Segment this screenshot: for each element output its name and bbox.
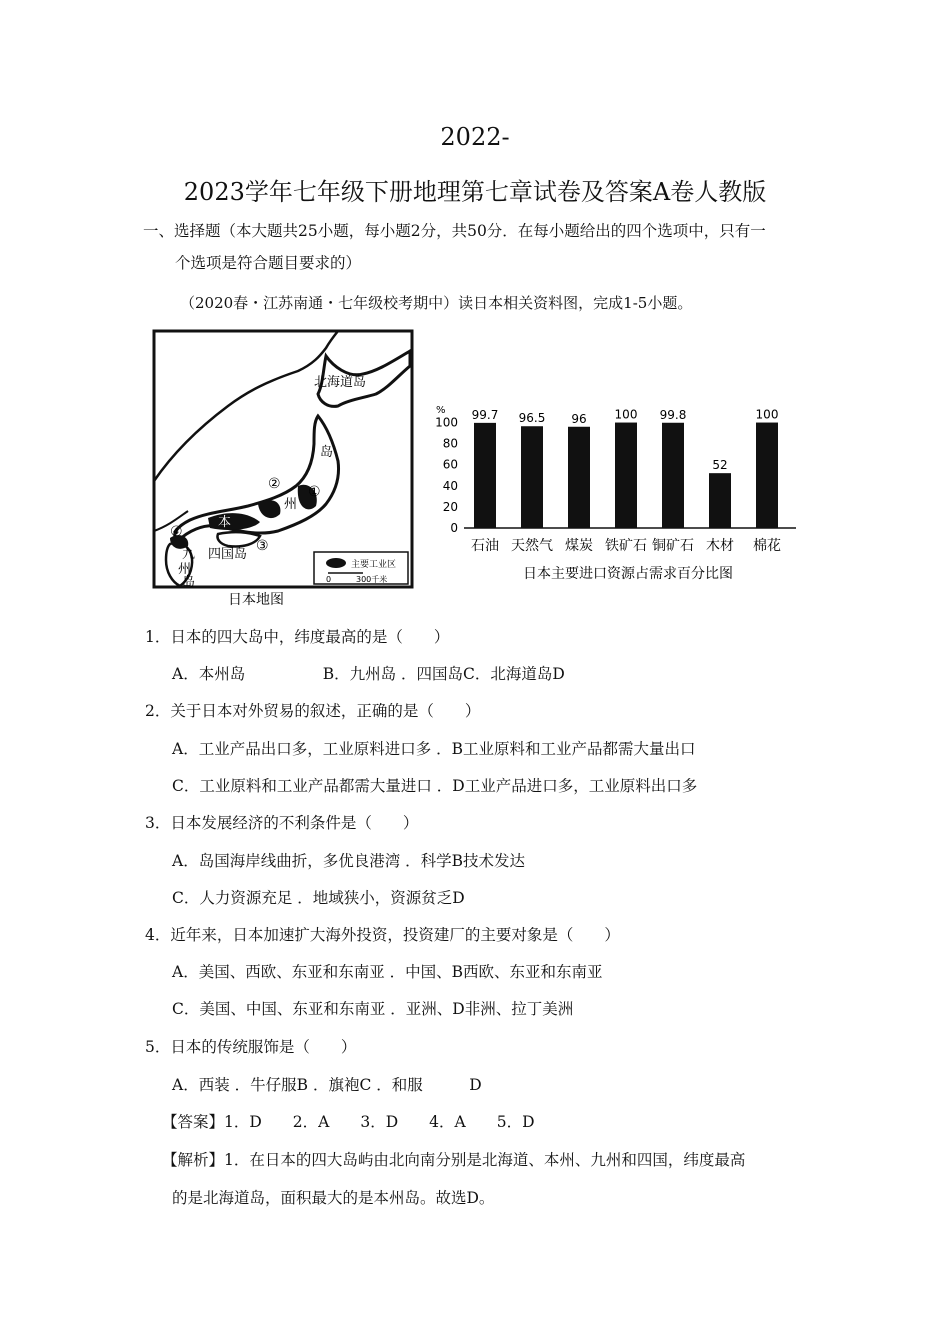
label-honshu-2: 州: [284, 497, 298, 512]
marker-1: ①: [308, 484, 321, 500]
y-tick-label: 20: [442, 499, 458, 514]
label-shikoku: 四国岛: [208, 547, 248, 562]
bar-value-label: 100: [614, 407, 638, 422]
label-honshu-3: 岛: [320, 445, 334, 460]
question-5-options: A．西装 ．牛仔服B ．旗袍C ．和服 D: [172, 1076, 482, 1094]
y-tick-label: 40: [442, 478, 458, 493]
answer-label: 【答案】: [162, 1113, 225, 1131]
question-1-options: A．本州岛 B．九州岛 ．四国岛C．北海道岛D: [172, 665, 565, 683]
chart-title: 日本主要进口资源占需求百分比图: [523, 566, 733, 582]
x-tick-label: 木材: [706, 538, 734, 554]
label-hokkaido: 北海道岛: [314, 375, 367, 390]
bar-value-label: 100: [755, 407, 779, 422]
bar-value-label: 99.7: [471, 407, 499, 422]
section-heading: [143, 215, 833, 279]
chart-ylabel: %: [436, 405, 446, 416]
x-tick-label: 铜矿石: [652, 538, 694, 554]
bar-4: [662, 423, 684, 528]
page-title-line1: 2022-: [440, 123, 510, 151]
source-note: （2020春・江苏南通・七年级校考期中）读日本相关资料图，完成1-5小题。: [180, 294, 693, 312]
x-tick-label: 煤炭: [565, 538, 593, 554]
x-tick-label: 棉花: [753, 538, 781, 554]
x-tick-label: 石油: [471, 538, 499, 554]
question-4-option-cd: C．美国、中国、东亚和东南亚 ．亚洲、D非洲、拉丁美洲: [172, 1000, 574, 1018]
question-3: 3．日本发展经济的不利条件是（ ）: [145, 814, 419, 832]
answer-text: 1．D 2．A 3．D 4．A 5．D: [224, 1113, 535, 1131]
label-kyushu-2: 州: [178, 562, 192, 577]
y-tick-label: 0: [450, 521, 458, 535]
bar-value-label: 52: [712, 458, 728, 473]
bar-2: [568, 427, 590, 528]
question-3-option-ab: A．岛国海岸线曲折，多优良港湾 ．科学B技术发达: [172, 852, 526, 870]
bar-0: [474, 423, 496, 528]
y-tick-label: 100: [435, 415, 458, 430]
label-ben: 本: [218, 515, 232, 530]
bar-1: [521, 426, 543, 528]
marker-3: ③: [256, 538, 269, 554]
marker-4: ④: [170, 524, 183, 540]
marker-2: ②: [268, 476, 281, 492]
scale-dist: 300千米: [356, 575, 388, 584]
import-bar-chart: [428, 400, 800, 590]
analysis-text-1: 1．在日本的四大岛屿由北向南分别是北海道、本州、九州和四国，纬度最高: [224, 1151, 746, 1169]
question-5: 5．日本的传统服饰是（ ）: [145, 1038, 357, 1056]
bar-6: [756, 423, 778, 528]
question-1: 1．日本的四大岛中，纬度最高的是（ ）: [145, 628, 450, 646]
x-tick-label: 铁矿石: [605, 538, 647, 554]
answer-line: [162, 1110, 535, 1132]
label-kyushu-3: 岛: [182, 575, 196, 590]
question-2-option-ab: A．工业产品出口多，工业原料进口多 ．B工业原料和工业产品都需大量出口: [172, 740, 696, 758]
japan-map: [148, 326, 420, 610]
question-4-option-ab: A．美国、西欧、东亚和东南亚 ．中国、B西欧、东亚和东南亚: [172, 963, 603, 981]
x-tick-label: 天然气: [511, 538, 553, 554]
bar-3: [615, 423, 637, 528]
question-3-option-cd: C．人力资源充足 ．地域狭小，资源贫乏D: [172, 889, 465, 907]
question-4: 4．近年来，日本加速扩大海外投资，投资建厂的主要对象是（ ）: [145, 926, 620, 944]
section-heading-text: 一、选择题（本大题共25小题，每小题2分，共50分．在每小题给出的四个选项中，只有一: [143, 222, 766, 240]
bar-value-label: 99.8: [659, 407, 687, 422]
map-caption: 日本地图: [228, 592, 284, 608]
page-title-line2: 2023学年七年级下册地理第七章试卷及答案A卷人教版: [183, 178, 767, 206]
legend-label: 主要工业区: [351, 560, 397, 570]
bar-value-label: 96: [571, 411, 587, 426]
y-tick-label: 60: [442, 457, 458, 472]
y-tick-label: 80: [442, 436, 458, 451]
analysis-line-1: [162, 1148, 745, 1170]
analysis-line-2: 的是北海道岛，面积最大的是本州岛。故选D。: [172, 1189, 495, 1207]
legend-industrial-icon: [326, 558, 346, 568]
scale-zero: 0: [326, 575, 332, 584]
bar-value-label: 96.5: [518, 411, 546, 426]
section-heading-cont: 个选项是符合题目要求的）: [175, 254, 362, 272]
question-2: 2．关于日本对外贸易的叙述，正确的是（ ）: [145, 702, 481, 720]
label-kyushu-1: 九: [182, 547, 196, 562]
bar-5: [709, 473, 731, 528]
question-2-option-cd: C．工业原料和工业产品都需大量进口 ．D工业产品进口多，工业原料出口多: [172, 777, 698, 795]
analysis-label: 【解析】: [162, 1151, 225, 1169]
